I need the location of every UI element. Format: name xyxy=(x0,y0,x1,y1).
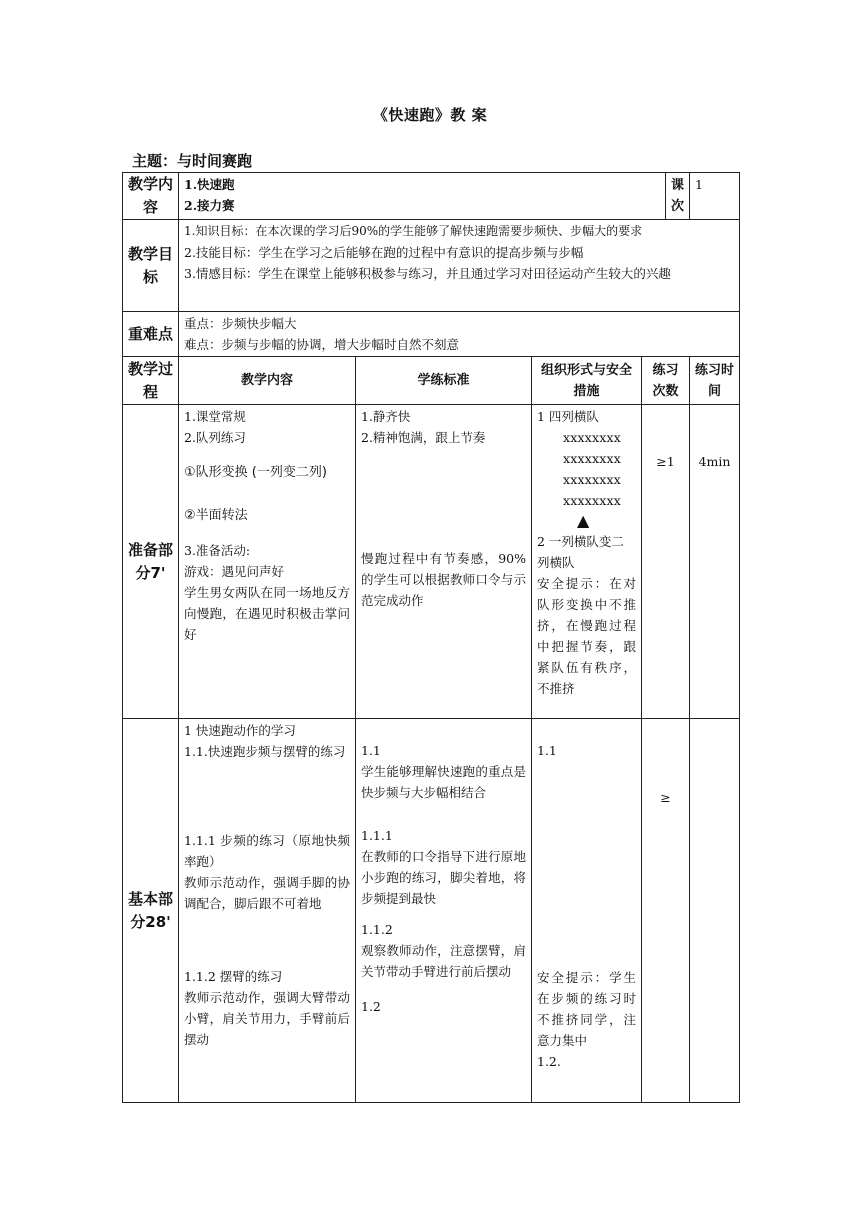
process-label: 教学过程 xyxy=(123,357,179,405)
prep-standard xyxy=(356,405,532,719)
goals-items xyxy=(179,220,740,312)
basic-org-item: 1.1 xyxy=(537,743,557,758)
content-item: 1.快速跑 xyxy=(184,177,235,192)
basic-content-item: 教师示范动作，强调手脚的协调配合，脚后跟不可着地 xyxy=(184,875,350,911)
prep-row xyxy=(123,405,740,719)
prep-content-item: 游戏：遇见问声好 xyxy=(184,564,285,579)
prep-standard-item: 慢跑过程中有节奏感，90%的学生可以根据教师口令与示范完成动作 xyxy=(361,551,526,608)
prep-content xyxy=(179,405,356,719)
basic-content-item: 1.1.快速跑步频与摆臂的练习 xyxy=(184,744,346,759)
basic-standard-item: 学生能够理解快速跑的重点是快步频与大步幅相结合 xyxy=(361,764,526,800)
col-header-count: 练习次数 xyxy=(642,357,690,405)
content-label: 教学内容 xyxy=(123,173,179,220)
basic-label: 基本部分28' xyxy=(123,719,179,1103)
key-points-items xyxy=(179,312,740,357)
lesson-number-label: 课次 xyxy=(666,173,690,220)
content-row xyxy=(123,173,740,220)
basic-time xyxy=(690,719,740,1103)
basic-content-item: 1 快速跑动作的学习 xyxy=(184,723,296,738)
teacher-triangle-icon: ▲ xyxy=(577,511,590,530)
basic-count: ≥ xyxy=(642,719,690,1103)
basic-org xyxy=(532,719,642,1103)
process-header-row xyxy=(123,357,740,405)
goal-item: 1.知识目标：在本次课的学习后90%的学生能够了解快速跑需要步频快、步幅大的要求 xyxy=(184,224,643,238)
basic-org-item: 安全提示：学生在步频的练习时不推挤同学，注意力集中 xyxy=(537,970,636,1048)
key-points-row xyxy=(123,312,740,357)
basic-standard-item: 1.1 xyxy=(361,743,381,758)
prep-org xyxy=(532,405,642,719)
goals-label: 教学目标 xyxy=(123,220,179,312)
prep-org-safety: 安全提示：在对队形变换中不推挤，在慢跑过程中把握节奏，跟紧队伍有秩序，不推挤 xyxy=(537,576,636,696)
lesson-theme: 主题：与时间赛跑 xyxy=(132,152,253,170)
basic-content-item: 教师示范动作，强调大臂带动小臂，肩关节用力，手臂前后摆动 xyxy=(184,990,350,1047)
goals-row xyxy=(123,220,740,312)
prep-content-item: ①队形变换 (一列变二列) xyxy=(184,465,327,480)
prep-content-item: 2.队列练习 xyxy=(184,430,246,445)
prep-content-item: 学生男女两队在同一场地反方向慢跑，在遇见时积极击掌问好 xyxy=(184,585,350,642)
col-header-content: 教学内容 xyxy=(179,357,356,405)
basic-content-item: 1.1.2 摆臂的练习 xyxy=(184,969,283,984)
formation-row: xxxxxxxx xyxy=(563,430,621,445)
col-header-org: 组织形式与安全措施 xyxy=(532,357,642,405)
goal-item: 3.情感目标：学生在课堂上能够积极参与练习，并且通过学习对田径运动产生较大的兴趣 xyxy=(184,266,671,281)
content-items xyxy=(179,173,666,220)
goal-item: 2.技能目标：学生在学习之后能够在跑的过程中有意识的提高步频与步幅 xyxy=(184,245,584,260)
prep-count: ≥1 xyxy=(642,405,690,719)
key-point-item: 难点：步频与步幅的协调，增大步幅时自然不刻意 xyxy=(184,337,460,352)
col-header-standard: 学练标准 xyxy=(356,357,532,405)
basic-org-item: 1.2. xyxy=(537,1054,561,1069)
basic-content xyxy=(179,719,356,1103)
formation-row: xxxxxxxx xyxy=(563,451,621,466)
basic-standard-item: 在教师的口令指导下进行原地小步跑的练习，脚尖着地，将步频提到最快 xyxy=(361,849,526,906)
basic-standard xyxy=(356,719,532,1103)
prep-time: 4min xyxy=(690,405,740,719)
key-point-item: 重点：步频快步幅大 xyxy=(184,316,297,331)
key-points-label: 重难点 xyxy=(123,312,179,357)
basic-standard-item: 1.1.2 xyxy=(361,922,393,937)
document-title: 《快速跑》教 案 xyxy=(372,106,488,124)
prep-org-line1: 1 四列横队 xyxy=(537,409,599,424)
prep-label: 准备部分7' xyxy=(123,405,179,719)
lesson-plan-table xyxy=(122,172,740,1103)
formation-row: xxxxxxxx xyxy=(563,493,621,508)
content-item: 2.接力赛 xyxy=(184,198,235,213)
prep-standard-item: 2.精神饱满，跟上节奏 xyxy=(361,430,486,445)
prep-content-item: 1.课堂常规 xyxy=(184,409,246,424)
prep-content-item: 3.准备活动: xyxy=(184,543,251,558)
col-header-time: 练习时间 xyxy=(690,357,740,405)
basic-standard-item: 观察教师动作，注意摆臂，肩关节带动手臂进行前后摆动 xyxy=(361,943,526,979)
basic-row xyxy=(123,719,740,1103)
formation-row: xxxxxxxx xyxy=(563,472,621,487)
prep-standard-item: 1.静齐快 xyxy=(361,409,411,424)
basic-standard-item: 1.1.1 xyxy=(361,828,393,843)
lesson-number-value: 1 xyxy=(690,173,740,220)
basic-standard-item: 1.2 xyxy=(361,999,381,1014)
basic-content-item: 1.1.1 步频的练习（原地快频率跑） xyxy=(184,833,350,869)
prep-content-item: ②半面转法 xyxy=(184,508,248,523)
prep-org-line2: 2 一列横队变二列横队 xyxy=(537,534,624,570)
